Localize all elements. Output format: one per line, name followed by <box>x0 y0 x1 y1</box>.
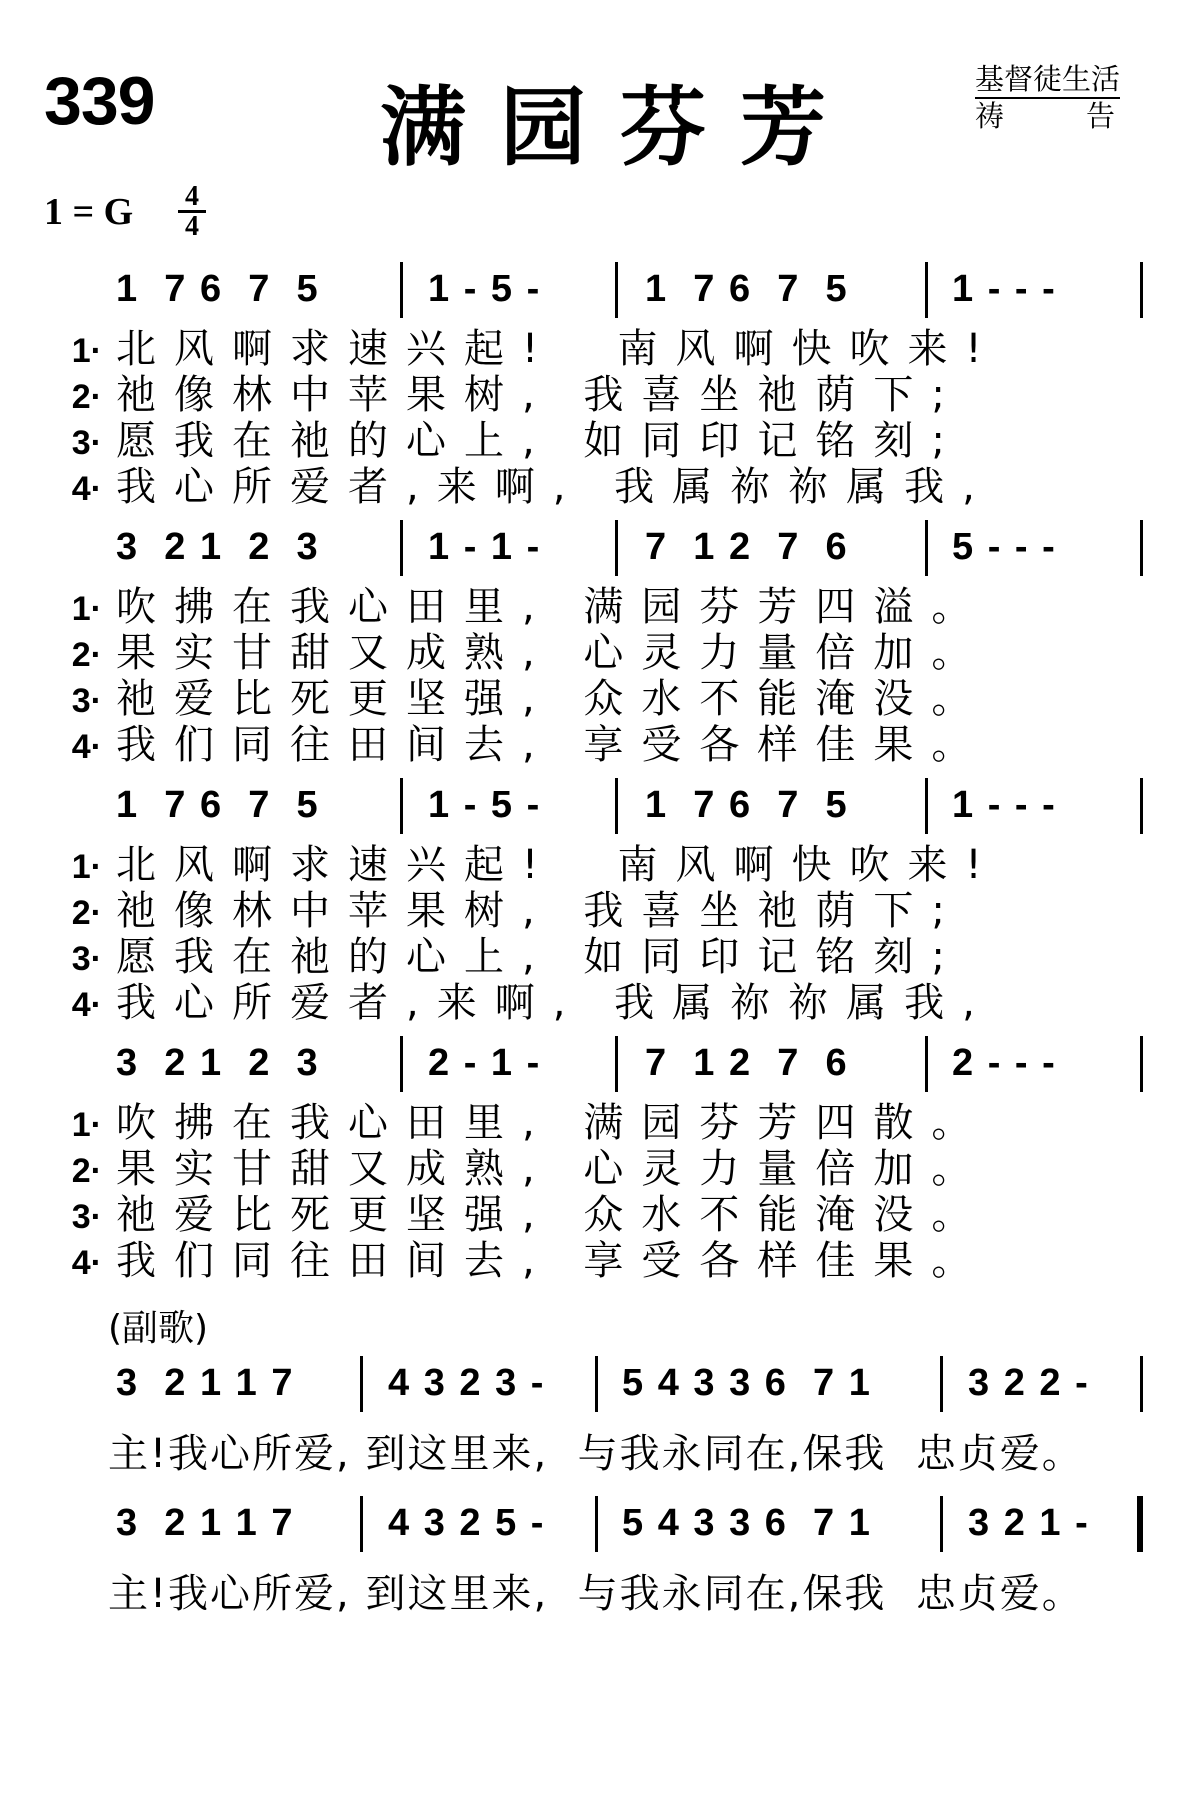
verse-number: 3· <box>71 424 102 462</box>
verse-number: 3· <box>71 940 102 978</box>
barline <box>925 1036 928 1092</box>
barline <box>615 1036 618 1092</box>
verse-lyrics <box>0 584 1200 768</box>
measure: 1 - 5 - <box>428 268 542 310</box>
verse-number: 2· <box>71 378 102 416</box>
verse-text: 祂爱比死更坚强, 众水不能淹没。 <box>116 676 990 722</box>
barline <box>595 1496 598 1552</box>
verse-line <box>0 584 1200 630</box>
barline <box>615 778 618 834</box>
verse-number: 3· <box>71 682 102 720</box>
verse-line <box>0 1192 1200 1238</box>
barline <box>940 1356 943 1412</box>
hymn-number: 339 <box>44 63 155 139</box>
verse-text: 北风啊求速兴起! 南风啊快吹来! <box>116 842 1000 888</box>
verse-text: 吹拂在我心田里, 满园芬芳四散。 <box>116 1100 990 1146</box>
notation-row <box>110 1036 1150 1106</box>
source-book: 基督徒生活 <box>975 62 1120 99</box>
time-signature <box>178 183 206 240</box>
notation-row <box>110 262 1150 332</box>
verse-text: 果实甘甜又成熟, 心灵力量倍加。 <box>116 1146 990 1192</box>
measure: 4 3 2 3 - <box>388 1362 546 1404</box>
verse-number: 1· <box>71 1106 102 1144</box>
measure: 3 2 1 2 3 <box>116 1042 320 1084</box>
verse-text: 我们同往田间去, 享受各样佳果。 <box>116 1238 990 1284</box>
source-attribution <box>975 62 1120 133</box>
verse-line <box>0 1100 1200 1146</box>
time-signature-top: 4 <box>185 181 199 212</box>
verse-number: 4· <box>71 470 102 508</box>
measure: 3 2 1 2 3 <box>116 526 320 568</box>
verse-number: 1· <box>71 848 102 886</box>
notation-row <box>110 520 1150 590</box>
barline <box>925 520 928 576</box>
verse-lyrics <box>0 326 1200 510</box>
verse-line <box>0 722 1200 768</box>
verse-text: 愿我在祂的心上, 如同印记铭刻; <box>116 934 963 980</box>
notation-row <box>110 1496 1150 1566</box>
time-signature-bottom: 4 <box>178 210 206 240</box>
verse-line <box>0 372 1200 418</box>
notation-row <box>110 1356 1150 1426</box>
measure: 4 3 2 5 - <box>388 1502 546 1544</box>
verse-line <box>0 888 1200 934</box>
verse-lyrics <box>0 1100 1200 1284</box>
verse-number: 4· <box>71 986 102 1024</box>
measure: 7 1 2 7 6 <box>645 1042 849 1084</box>
verse-number: 2· <box>71 894 102 932</box>
chorus-lyric: 主!我心所爱, 到这里来, 与我永同在,保我 忠贞爱。 <box>108 1571 1084 1617</box>
measure: 7 1 2 7 6 <box>645 526 849 568</box>
measure: 5 4 3 3 6 7 1 <box>622 1362 872 1404</box>
verse-text: 我们同往田间去, 享受各样佳果。 <box>116 722 990 768</box>
measure: 2 - 1 - <box>428 1042 542 1084</box>
barline <box>1140 778 1143 834</box>
barline <box>400 778 403 834</box>
verse-line <box>0 676 1200 722</box>
verse-text: 愿我在祂的心上, 如同印记铭刻; <box>116 418 963 464</box>
measure: 1 - - - <box>952 784 1057 826</box>
verse-line <box>0 980 1200 1026</box>
measure: 3 2 1 - <box>968 1502 1090 1544</box>
notation-row <box>110 778 1150 848</box>
verse-number: 1· <box>71 332 102 370</box>
verse-text: 果实甘甜又成熟, 心灵力量倍加。 <box>116 630 990 676</box>
verse-text: 祂爱比死更坚强, 众水不能淹没。 <box>116 1192 990 1238</box>
verse-text: 我心所爱者,来啊, 我属祢祢属我, <box>116 464 993 510</box>
barline <box>1140 520 1143 576</box>
measure: 5 4 3 3 6 7 1 <box>622 1502 872 1544</box>
verse-number: 1· <box>71 590 102 628</box>
measure: 1 7 6 7 5 <box>645 268 849 310</box>
verse-text: 祂像林中苹果树, 我喜坐祂荫下; <box>116 372 963 418</box>
measure: 3 2 2 - <box>968 1362 1090 1404</box>
chorus-lyric: 主!我心所爱, 到这里来, 与我永同在,保我 忠贞爱。 <box>108 1431 1084 1477</box>
barline <box>940 1496 943 1552</box>
verse-line <box>0 630 1200 676</box>
barline <box>360 1496 363 1552</box>
verse-line <box>0 1146 1200 1192</box>
barline <box>400 262 403 318</box>
source-category-char-1: 祷 <box>975 99 1005 133</box>
chorus-label: (副歌) <box>108 1308 209 1349</box>
verse-line <box>0 1238 1200 1284</box>
verse-text: 我心所爱者,来啊, 我属祢祢属我, <box>116 980 993 1026</box>
verse-text: 北风啊求速兴起! 南风啊快吹来! <box>116 326 1000 372</box>
measure: 5 - - - <box>952 526 1057 568</box>
verse-number: 3· <box>71 1198 102 1236</box>
measure: 1 7 6 7 5 <box>645 784 849 826</box>
barline <box>400 1036 403 1092</box>
barline <box>595 1356 598 1412</box>
barline <box>1140 262 1143 318</box>
source-category-char-2: 告 <box>1085 99 1115 133</box>
barline <box>925 778 928 834</box>
barline <box>615 520 618 576</box>
verse-lyrics <box>0 842 1200 1026</box>
measure: 1 - - - <box>952 268 1057 310</box>
verse-line <box>0 464 1200 510</box>
verse-number: 4· <box>71 728 102 766</box>
barline <box>360 1356 363 1412</box>
source-category <box>975 99 1120 133</box>
verse-line <box>0 418 1200 464</box>
verse-number: 2· <box>71 1152 102 1190</box>
barline <box>1140 1036 1143 1092</box>
verse-text: 祂像林中苹果树, 我喜坐祂荫下; <box>116 888 963 934</box>
measure: 3 2 1 1 7 <box>116 1502 295 1544</box>
barline <box>615 262 618 318</box>
measure: 1 7 6 7 5 <box>116 784 320 826</box>
verse-line <box>0 326 1200 372</box>
verse-line <box>0 842 1200 888</box>
final-barline <box>1137 1496 1143 1552</box>
verse-text: 吹拂在我心田里, 满园芬芳四溢。 <box>116 584 990 630</box>
measure: 1 - 1 - <box>428 526 542 568</box>
hymn-title: 满园芬芳 <box>380 78 860 178</box>
verse-line <box>0 934 1200 980</box>
verse-number: 2· <box>71 636 102 674</box>
verse-number: 4· <box>71 1244 102 1282</box>
key-signature: 1 = G <box>44 191 134 233</box>
measure: 1 - 5 - <box>428 784 542 826</box>
measure: 3 2 1 1 7 <box>116 1362 295 1404</box>
measure: 2 - - - <box>952 1042 1057 1084</box>
barline <box>925 262 928 318</box>
measure: 1 7 6 7 5 <box>116 268 320 310</box>
barline <box>400 520 403 576</box>
barline <box>1140 1356 1143 1412</box>
